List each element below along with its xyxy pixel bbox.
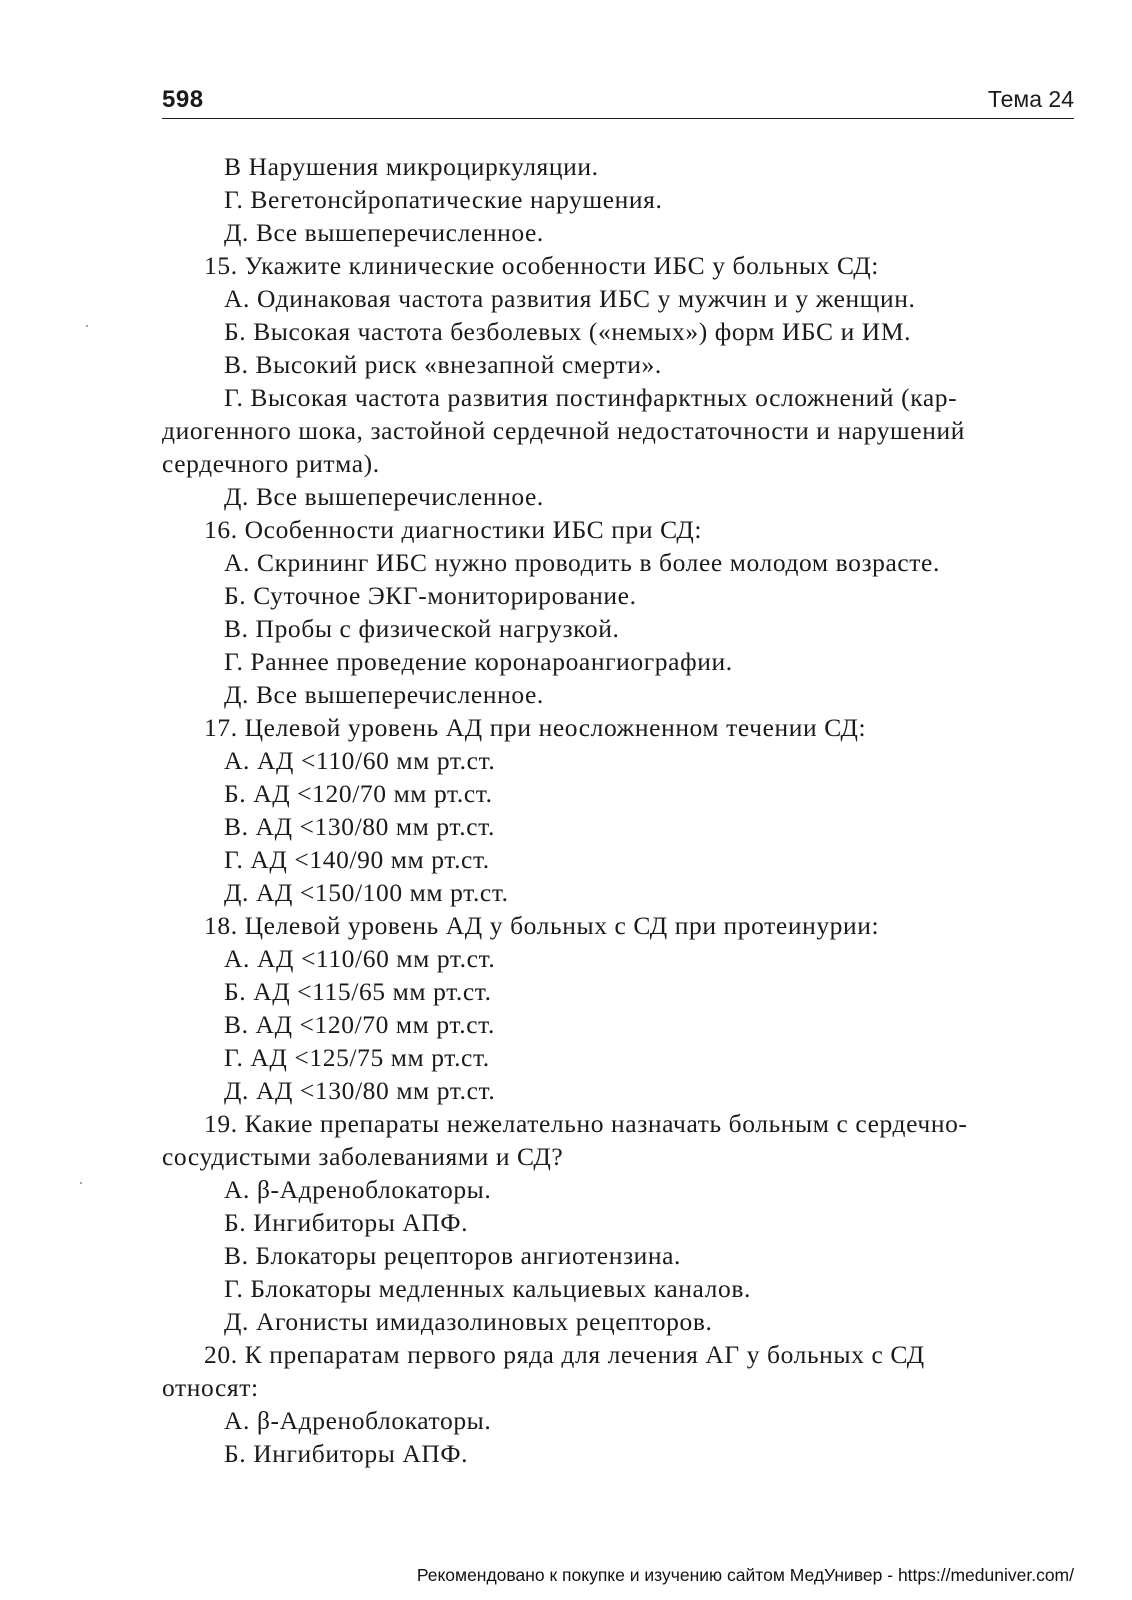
question-15: 15. Укажите клинические особенности ИБС у больных СД: xyxy=(204,251,879,280)
question-17: 17. Целевой уровень АД при неосложненном течении СД: xyxy=(204,713,867,742)
chapter-title: Тема 24 xyxy=(987,86,1074,112)
answer-option: Д. АД <130/80 мм рт.ст. xyxy=(224,1076,496,1105)
scan-speck xyxy=(86,325,88,327)
answer-option: Г. Высокая частота развития постинфарктных осложнений (кар- xyxy=(224,383,958,412)
answer-option: В. АД <130/80 мм рт.ст. xyxy=(224,812,495,841)
answer-option: Б. Высокая частота безболевых («немых») форм ИБС и ИМ. xyxy=(224,317,912,346)
question-18: 18. Целевой уровень АД у больных с СД при протеинурии: xyxy=(204,911,880,940)
answer-option: Д. Все вышеперечисленное. xyxy=(224,680,544,709)
question-continuation: относят: xyxy=(162,1373,259,1402)
answer-option: Г. АД <125/75 мм рт.ст. xyxy=(224,1043,490,1072)
answer-option: Б. Ингибиторы АПФ. xyxy=(224,1208,469,1237)
answer-option: А. Скрининг ИБС нужно проводить в более молодом возрасте. xyxy=(224,548,940,577)
page-number: 598 xyxy=(162,86,204,113)
question-continuation: сосудистыми заболеваниями и СД? xyxy=(162,1142,564,1171)
question-20: 20. К препаратам первого ряда для лечения АГ у больных с СД xyxy=(204,1340,925,1369)
answer-option: В Нарушения микроциркуляции. xyxy=(224,152,599,181)
answer-option: В. Высокий риск «внезапной смерти». xyxy=(224,350,662,379)
page-body xyxy=(162,150,1074,1470)
answer-option: Г. АД <140/90 мм рт.ст. xyxy=(224,845,490,874)
scan-speck xyxy=(80,1182,82,1184)
answer-option: Б. АД <115/65 мм рт.ст. xyxy=(224,977,492,1006)
answer-option: Б. Суточное ЭКГ-мониторирование. xyxy=(224,581,637,610)
answer-option: В. Пробы с физической нагрузкой. xyxy=(224,614,620,643)
answer-option: Д. Агонисты имидазолиновых рецепторов. xyxy=(224,1307,713,1336)
answer-option-continuation: сердечного ритма). xyxy=(162,449,380,478)
question-16: 16. Особенности диагностики ИБС при СД: xyxy=(204,515,703,544)
answer-option: Д. Все вышеперечисленное. xyxy=(224,482,544,511)
answer-option: В. АД <120/70 мм рт.ст. xyxy=(224,1010,495,1039)
answer-option: Б. Ингибиторы АПФ. xyxy=(224,1439,469,1468)
answer-option: Г. Вегетонсйропатические нарушения. xyxy=(224,185,663,214)
answer-option: А. АД <110/60 мм рт.ст. xyxy=(224,746,496,775)
page-header xyxy=(162,84,1074,119)
answer-option: Д. Все вышеперечисленное. xyxy=(224,218,544,247)
question-19: 19. Какие препараты нежелательно назначать больным с сердечно- xyxy=(204,1109,968,1138)
answer-option: А. Одинаковая частота развития ИБС у мужчин и у женщин. xyxy=(224,284,916,313)
answer-option: Г. Блокаторы медленных кальциевых каналов. xyxy=(224,1274,751,1303)
answer-option-continuation: диогенного шока, застойной сердечной недостаточности и нарушений xyxy=(162,416,965,445)
answer-option: Г. Раннее проведение коронароангиографии. xyxy=(224,647,733,676)
answer-option: Б. АД <120/70 мм рт.ст. xyxy=(224,779,493,808)
answer-option: А. β-Адреноблокаторы. xyxy=(224,1175,492,1204)
footer-note: Рекомендовано к покупке и изучению сайтом МедУнивер - https://meduniver.com/ xyxy=(416,1565,1074,1585)
answer-option: А. β-Адреноблокаторы. xyxy=(224,1406,492,1435)
answer-option: А. АД <110/60 мм рт.ст. xyxy=(224,944,496,973)
answer-option: Д. АД <150/100 мм рт.ст. xyxy=(224,878,509,907)
answer-option: В. Блокаторы рецепторов ангиотензина. xyxy=(224,1241,682,1270)
